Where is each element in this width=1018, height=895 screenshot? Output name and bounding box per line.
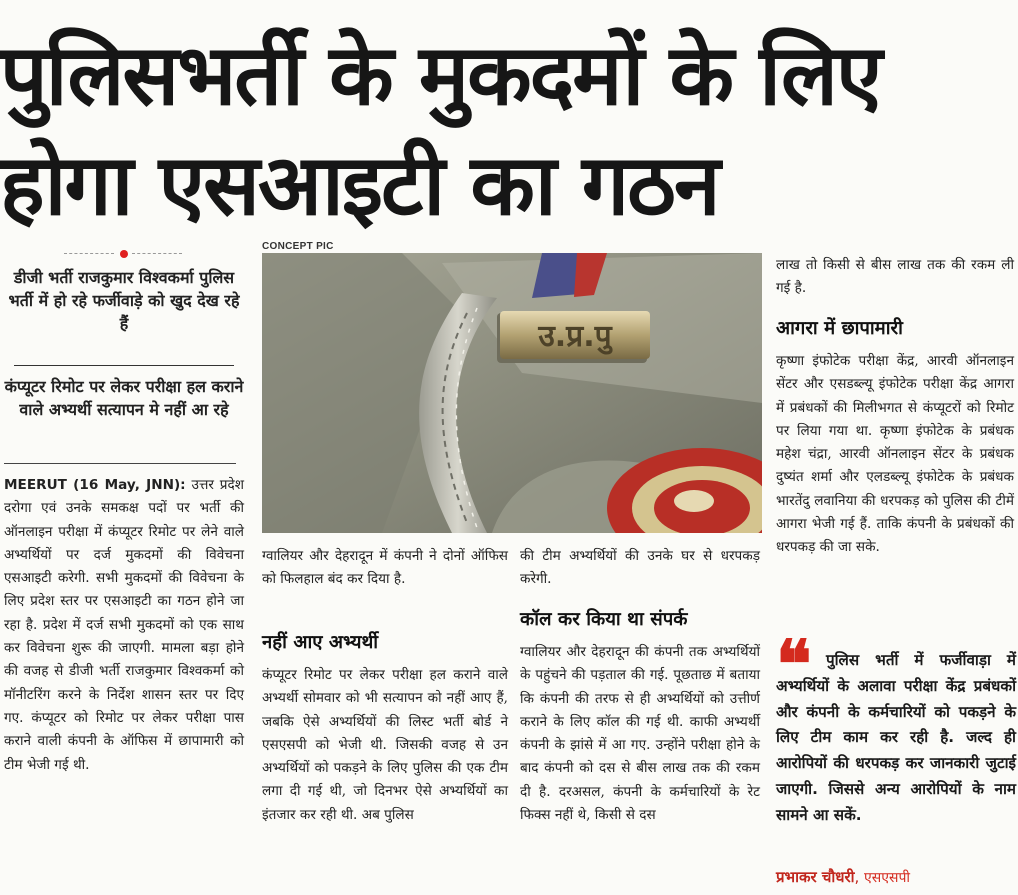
deck-divider bbox=[14, 365, 234, 366]
dateline-rule bbox=[4, 463, 236, 464]
subhead-agra: आगरा में छापामारी bbox=[776, 318, 903, 339]
uprpu-badge-text: उ.प्र.पु bbox=[538, 319, 612, 354]
col3-top: की टीम अभ्यर्थियों की उनके घर से धरपकड़ करेगी. bbox=[520, 548, 760, 588]
pullquote-text: पुलिस भर्ती में फर्जीवाड़ा में अभ्यर्थियों के अलावा परीक्षा केंद्र प्रबंधकों और कंपनी के कर्मचारियों को पकड़ने के लिए टीम काम कर रही है. जल्द ही आरोपियों की धरपकड़ कर जानकारी जुटाई जाएगी. जिससे अन्य आरोपियों के नाम सामने आ सकें. bbox=[776, 651, 1016, 824]
col3-body: ग्वालियर और देहरादून की कंपनी तक अभ्यर्थियों के पहुंचने की पड़ताल की गई. पूछताछ में बताया कि कंपनी की तरफ से ही अभ्यर्थियों को उत्तीर्ण कराने के लिए कॉल की गई थी. काफी अभ्यर्थी कंपनी के झांसे में आ गए. उन्होंने परीक्षा होने के बाद कंपनी को दस से बीस लाख तक की रकम दी है. दरअसल, कंपनी के कर्मचारियों के रेट फिक्स नहीं थे, किसी से दस bbox=[520, 644, 760, 824]
dateline: MEERUT (16 May, JNN): bbox=[4, 477, 186, 493]
police-uniform-illustration bbox=[262, 253, 762, 533]
article-col1 bbox=[4, 474, 244, 777]
deck-line-2: कंप्यूटर रिमोट पर लेकर परीक्षा हल कराने वाले अभ्यर्थी सत्यापन मे नहीं आ रहे bbox=[4, 377, 244, 419]
headline-line-2: होगा एसआइटी का गठन bbox=[0, 136, 719, 234]
subhead-call-kar: कॉल कर किया था संपर्क bbox=[520, 609, 688, 630]
col4-body: कृष्णा इंफोटेक परीक्षा केंद्र, आरवी ऑनलाइन सेंटर और एसडब्ल्यू इंफोटेक परीक्षा केंद्र आगरा में प्रबंधकों की मिलीभगत से कंप्यूटरों को रिमोट पर लिया गया था. कृष्णा इंफोटेक के प्रबंधक महेश चंद्रा, आरवी ऑनलाइन सेंटर के प्रबंधक दुष्यंत शर्मा और एलडब्ल्यू इंफोटेक के प्रबंधक भारतेंदु लवानिया की धरपकड़ को पुलिस की टीमें आगरा भेजी गई हैं. ताकि कंपनी के प्रबंधकों की धरपकड़ की जा सके. bbox=[776, 353, 1014, 556]
col2-top: ग्वालियर और देहरादून में कंपनी ने दोनों ऑफिस को फिलहाल बंद कर दिया है. bbox=[262, 548, 508, 588]
quote-mark-icon: ❝ bbox=[776, 625, 804, 703]
col4-top: लाख तो किसी से बीस लाख तक की रकम ली गई है. bbox=[776, 257, 1014, 297]
col2-body: कंप्यूटर रिमोट पर लेकर परीक्षा हल कराने वाले अभ्यर्थी सोमवार को भी सत्यापन को नहीं आए हैं, जबकि ऐसे अभ्यर्थियों की लिस्ट भर्ती बोर्ड ने एसएसपी को भेजी थी. जिसकी वजह से उन अभ्यर्थियों को पकड़ने के लिए पुलिस की एक टीम लगा दी गई थी, जो दिनभर ऐसे अभ्यर्थियों का इंतजार कर रही थी. अब पुलिस bbox=[262, 667, 508, 823]
col1-body: उत्तर प्रदेश दरोगा एवं उनके समकक्ष पदों पर भर्ती की ऑनलाइन परीक्षा में कंप्यूटर रिमोट पर लेने वाले अभ्यर्थियों पर दर्ज मुकदमों की विवेचना एसआइटी करेगी. सभी मुकदमों की विवेचना के लिए प्रदेश स्तर पर एसआइटी का गठन होने जा रहा है. प्रदेश में दर्ज सभी मुकदमों को एक साथ कर विवेचना शुरू की जाएगी. मामला बड़ा होने की वजह से डीजी भर्ती राजकुमार विश्वकर्मा को मॉनीटरिंग करने के निर्देश शासन स्तर पर दिए गए. कंप्यूटर को रिमोट पर लेकर परीक्षा पास कराने वाली कंपनी के ऑफिस में छापामारी को टीम भेजी गई थी. bbox=[4, 477, 245, 773]
headline-line-1: पुलिसभर्ती के मुकदमों के लिए bbox=[0, 26, 881, 124]
byline-author: प्रभाकर चौधरी bbox=[776, 868, 855, 886]
deck-line-1: डीजी भर्ती राजकुमार विश्वकर्मा पुलिस भर्ती में हो रहे फर्जीवाड़े को खुद देख रहे हैं bbox=[8, 268, 240, 333]
subhead-nahi-aaye: नहीं आए अभ्यर्थी bbox=[262, 632, 379, 653]
red-dot-icon bbox=[120, 250, 128, 258]
decorative-divider bbox=[64, 250, 184, 258]
concept-photo bbox=[262, 253, 762, 533]
byline-role: एसएसपी bbox=[864, 870, 911, 886]
pullquote-byline: प्रभाकर चौधरी, एसएसपी bbox=[776, 868, 911, 886]
photo-caption-tag: CONCEPT PIC bbox=[262, 241, 334, 252]
